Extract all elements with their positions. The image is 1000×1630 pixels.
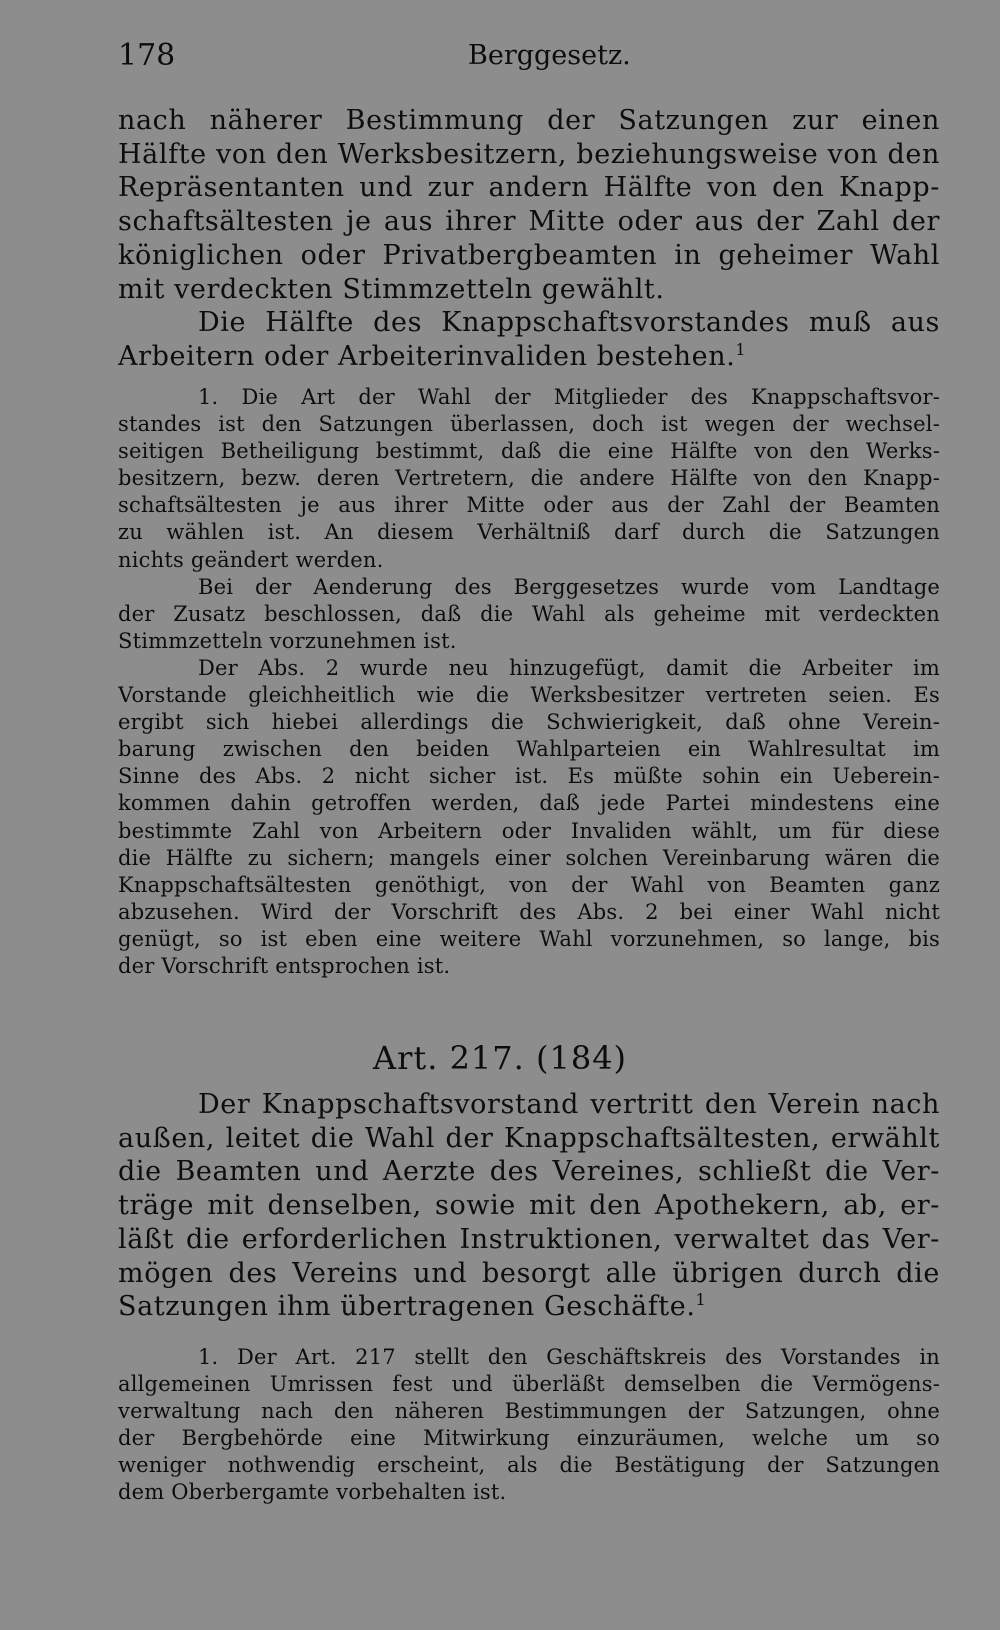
footnote-2 [118, 1344, 940, 1507]
note-line: 1. Die Art der Wahl der Mitglieder des Knappschaftsvor- [198, 385, 940, 409]
article-heading: Art. 217. (184) [372, 1039, 628, 1077]
note-line: weniger nothwendig erscheint, als die Bestätigung der Satzungen [118, 1453, 940, 1478]
note-line: Bei der Aenderung des Berggesetzes wurde vom Landtage [198, 574, 940, 599]
note-line: abzusehen. Wird der Vorschrift des Abs. 2 bei einer Wahl nicht [118, 899, 940, 924]
note-line: ergibt sich hiebei allerdings die Schwierigkeit, daß ohne Verein- [118, 710, 940, 735]
note-line: besitzern, bezw. deren Vertretern, die andere Hälfte von den Knapp- [118, 466, 940, 491]
note-line: zu wählen ist. An diesem Verhältniß darf durch die Satzungen [118, 520, 940, 545]
note-line: der Zusatz beschlossen, daß die Wahl als geheime mit verdeckten [118, 601, 940, 626]
footnote-marker: 1 [735, 339, 747, 359]
page-number: 178 [118, 38, 176, 73]
note-line: dem Oberbergamte vorbehalten ist. [118, 1480, 507, 1505]
note-line: die Hälfte zu sichern; mangels einer solchen Vereinbarung wären die [118, 845, 940, 870]
note-line: barung zwischen den beiden Wahlparteien ein Wahlresultat im [118, 737, 940, 762]
note-line: Sinne des Abs. 2 nicht sicher ist. Es müßte sohin ein Ueberein- [118, 764, 940, 789]
text-line: nach näherer Bestimmung der Satzungen zur einen [118, 105, 940, 136]
article-217-text [118, 1088, 940, 1324]
note-line: bestimmte Zahl von Arbeitern oder Invaliden wählt, um für diese [118, 818, 940, 843]
text-line: schaftsältesten je aus ihrer Mitte oder aus der Zahl der [118, 206, 940, 238]
text-line: mit verdeckten Stimmzetteln gewählt. [118, 273, 665, 305]
note-line: kommen dahin getroffen werden, daß jede Partei mindestens eine [118, 791, 940, 816]
note-line: genügt, so ist eben eine weitere Wahl vorzunehmen, so lange, bis [118, 926, 940, 951]
text-line: läßt die erforderlichen Instruktionen, verwaltet das Ver- [118, 1223, 940, 1255]
article-216-continuation [118, 104, 940, 374]
note-line: Knappschaftsältesten genöthigt, von der Wahl von Beamten ganz [118, 872, 940, 897]
text-line: Der Knappschaftsvorstand vertritt den Verein nach [198, 1089, 940, 1120]
text-line-with-footnote [118, 340, 940, 374]
footnote-marker: 1 [695, 1290, 707, 1310]
footnote-1 [118, 384, 940, 980]
text-line: träge mit denselben, sowie mit den Apothekern, ab, er- [118, 1190, 940, 1222]
text-line: Arbeitern oder Arbeiterinvaliden bestehen. [118, 340, 736, 372]
running-title: Berggesetz. [468, 40, 631, 71]
note-line: Der Abs. 2 wurde neu hinzugefügt, damit die Arbeiter im [198, 655, 940, 680]
note-line: verwaltung nach den näheren Bestimmungen der Satzungen, ohne [118, 1399, 940, 1424]
text-line: königlichen oder Privatbergbeamten in geheimer Wahl [118, 239, 940, 271]
note-line: schaftsältesten je aus ihrer Mitte oder aus der Zahl der Beamten [118, 493, 940, 518]
note-line: Stimmzetteln vorzunehmen ist. [118, 628, 457, 653]
running-head [118, 36, 940, 76]
text-line: Repräsentanten und zur andern Hälfte von den Knapp- [118, 172, 940, 204]
text-line: Hälfte von den Werksbesitzern, beziehungsweise von den [118, 138, 940, 170]
text-line: Die Hälfte des Knappschaftsvorstandes muß aus [198, 307, 940, 339]
note-line: seitigen Betheiligung bestimmt, daß die eine Hälfte von den Werks- [118, 439, 940, 464]
note-line: standes ist den Satzungen überlassen, doch ist wegen der wechsel- [118, 412, 940, 437]
note-line: der Bergbehörde eine Mitwirkung einzuräumen, welche um so [118, 1426, 940, 1451]
text-line: mögen des Vereins und besorgt alle übrigen durch die [118, 1257, 940, 1289]
note-line: nichts geändert werden. [118, 547, 384, 572]
text-line: außen, leitet die Wahl der Knappschaftsältesten, erwählt [118, 1122, 940, 1154]
text-line: die Beamten und Aerzte des Vereines, schließt die Ver- [118, 1156, 940, 1188]
note-line: der Vorschrift entsprochen ist. [118, 953, 451, 978]
text-line: Satzungen ihm übertragenen Geschäfte. [118, 1291, 696, 1323]
note-line: allgemeinen Umrissen fest und überläßt demselben die Vermögens- [118, 1372, 940, 1397]
text-line-with-footnote [118, 1290, 940, 1324]
note-line: Vorstande gleichheitlich wie die Werksbesitzer vertreten seien. Es [118, 683, 940, 708]
note-line: 1. Der Art. 217 stellt den Geschäftskreis des Vorstandes in [198, 1345, 940, 1369]
